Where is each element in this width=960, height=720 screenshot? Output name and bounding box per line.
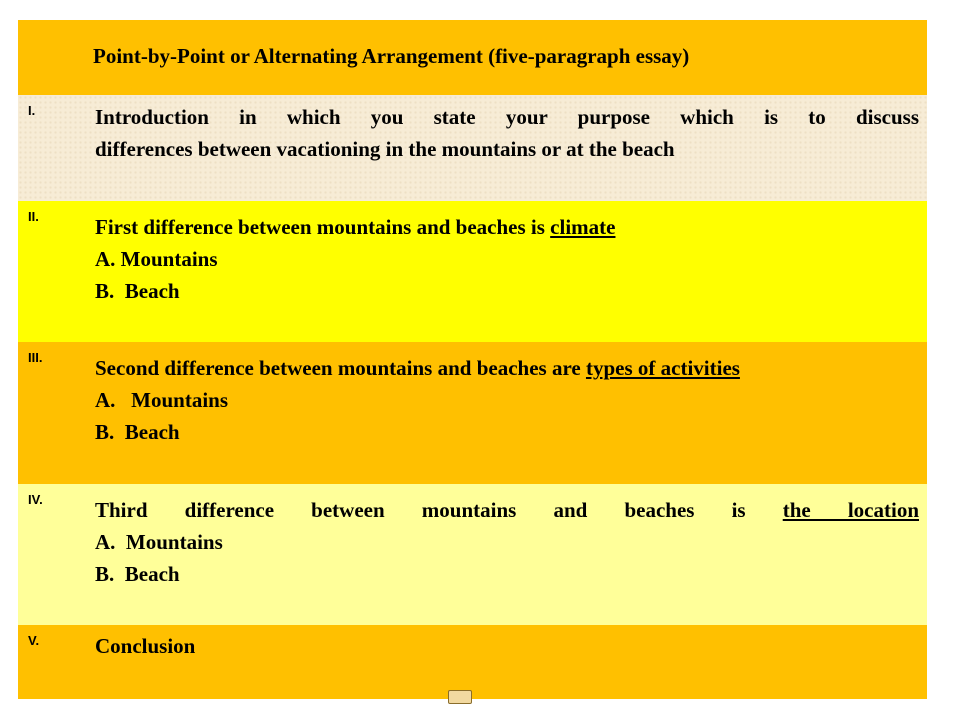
row-text xyxy=(95,211,919,307)
page-icon xyxy=(448,690,472,704)
subpoint: B. Beach xyxy=(95,420,180,444)
row-text xyxy=(95,352,919,448)
subpoint: A. Mountains xyxy=(95,530,223,554)
underlined-topic: types of activities xyxy=(585,356,740,380)
underlined-topic: the location xyxy=(782,498,920,522)
row-text xyxy=(95,494,919,590)
main-point xyxy=(95,494,919,526)
table-title: Point-by-Point or Alternating Arrangement (five-paragraph essay) xyxy=(93,44,690,68)
main-point-text: First difference between mountains and beaches is xyxy=(95,215,551,239)
main-point xyxy=(95,211,919,243)
outline-table xyxy=(18,20,927,699)
text-line: differences between vacationing in the mountains or at the beach xyxy=(95,137,675,161)
main-point xyxy=(95,352,919,384)
outline-row-activities xyxy=(18,342,927,484)
roman-numeral: IV. xyxy=(28,492,43,507)
main-point-text: Second difference between mountains and beaches are xyxy=(95,356,586,380)
table-header-row xyxy=(18,20,927,95)
main-point-text: Third difference between mountains and beaches is xyxy=(95,498,783,522)
text-line: Introduction in which you state your purpose which is to discuss xyxy=(95,105,919,129)
roman-numeral: III. xyxy=(28,350,43,365)
roman-numeral: I. xyxy=(28,103,36,118)
roman-numeral: V. xyxy=(28,633,40,648)
subpoint: B. Beach xyxy=(95,562,180,586)
outline-row-conclusion xyxy=(18,625,927,699)
subpoint: A. Mountains xyxy=(95,247,218,271)
row-text xyxy=(95,101,919,165)
outline-row-climate xyxy=(18,201,927,342)
underlined-topic: climate xyxy=(550,215,616,239)
outline-row-location xyxy=(18,484,927,625)
roman-numeral: II. xyxy=(28,209,39,224)
row-text: Conclusion xyxy=(95,634,196,658)
subpoint: B. Beach xyxy=(95,279,180,303)
outline-row-introduction xyxy=(18,95,927,201)
subpoint: A. Mountains xyxy=(95,388,229,412)
